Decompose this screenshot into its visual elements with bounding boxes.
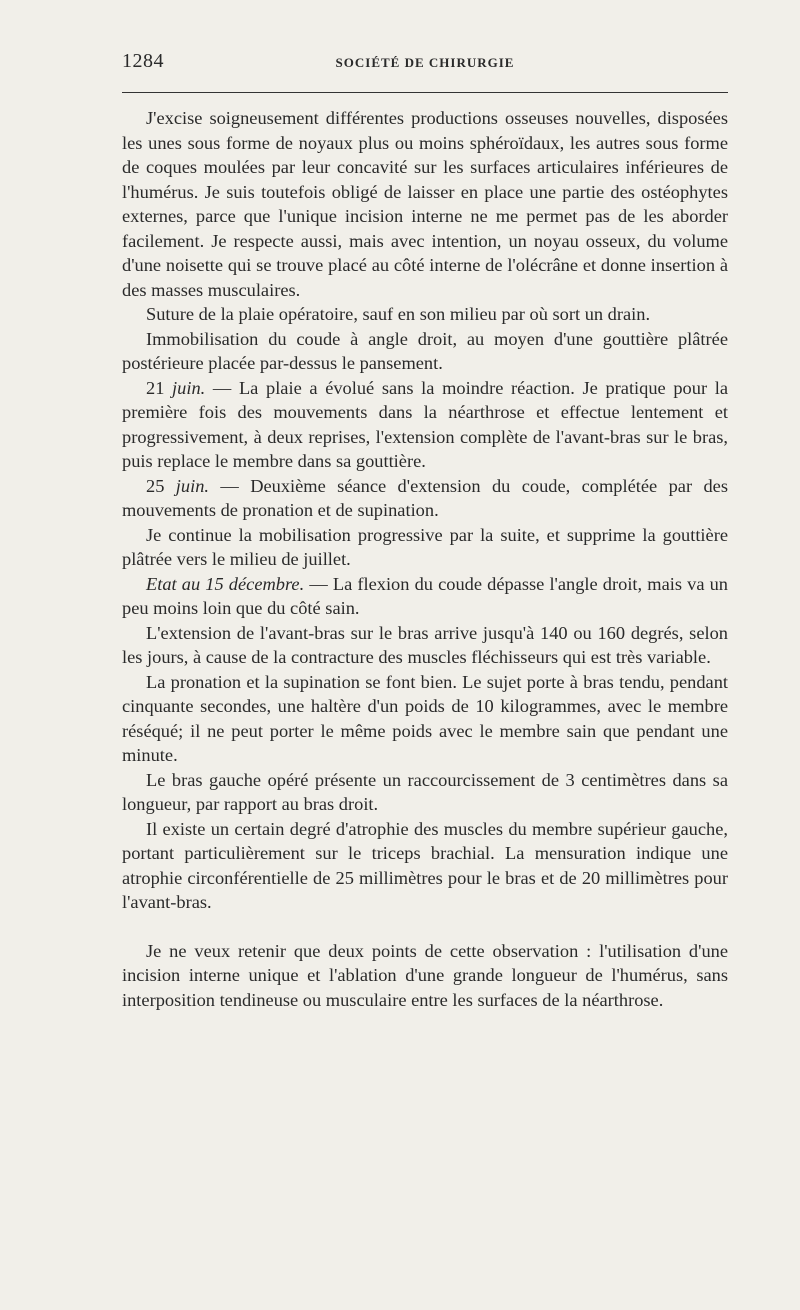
- paragraph: Je continue la mobilisation progressive par la suite, et supprime la gouttière plâtrée vers le milieu de juillet.: [122, 524, 728, 569]
- paragraph: 21 juin. — La plaie a évolué sans la moindre réaction. Je pratique pour la première fois des mouvements dans la néarthrose et effectue lentement et progressivement, à deux reprises, l'extension complète de l'avant-bras sur le bras, puis replace le membre dans sa gouttière.: [122, 377, 728, 471]
- page-number: 1284: [122, 50, 164, 72]
- paragraph: Immobilisation du coude à angle droit, au moyen d'une gouttière plâtrée postérieure placée par-dessus le pansement.: [122, 328, 728, 373]
- paragraph: J'excise soigneusement différentes productions osseuses nouvelles, disposées les unes sous forme de noyaux plus ou moins sphéroïdaux, les autres sous forme de coques moulées par leur concavité sur les surfaces articulaires inférieures de l'humérus. Je suis toutefois obligé de laisser en place une partie des ostéophytes externes, parce que l'unique incision interne ne me permet pas de les aborder facilement. Je respecte aussi, mais avec intention, un noyau osseux, du volume d'une noisette qui se trouve placé au côté interne de l'olécrâne et donne insertion à des masses musculaires.: [122, 108, 728, 300]
- running-head: SOCIÉTÉ DE CHIRURGIE: [335, 55, 515, 70]
- paragraph: L'extension de l'avant-bras sur le bras arrive jusqu'à 140 ou 160 degrés, selon les jours, à cause de la contracture des muscles fléchisseurs qui est très variable.: [122, 622, 728, 667]
- paragraph: Il existe un certain degré d'atrophie des muscles du membre supérieur gauche, portant particulièrement sur le triceps brachial. La mensuration indique une atrophie circonférentielle de 25 millimètres pour le bras et de 20 millimètres pour l'avant-bras.: [122, 818, 728, 912]
- header-rule: [122, 92, 728, 93]
- paragraph: Le bras gauche opéré présente un raccourcissement de 3 centimètres dans sa longueur, par rapport au bras droit.: [122, 769, 728, 814]
- paragraph-conclusion: Je ne veux retenir que deux points de cette observation : l'utilisation d'une incision interne unique et l'ablation d'une grande longueur de l'humérus, sans interposition tendineuse ou musculaire entre les surfaces de la néarthrose.: [122, 940, 728, 1010]
- paragraph: Suture de la plaie opératoire, sauf en son milieu par où sort un drain.: [146, 304, 651, 324]
- paragraph: La pronation et la supination se font bien. Le sujet porte à bras tendu, pendant cinquante secondes, une haltère d'un poids de 10 kilogrammes, avec le membre réséqué; il ne peut porter le même poids avec le membre sain que pendant une minute.: [122, 671, 728, 765]
- body-text: [122, 106, 728, 1012]
- paragraph: Etat au 15 décembre. — La flexion du coude dépasse l'angle droit, mais va un peu moins loin que du côté sain.: [122, 573, 728, 618]
- page-header: [122, 46, 728, 76]
- paragraph: 25 juin. — Deuxième séance d'extension du coude, complétée par des mouvements de pronation et de supination.: [122, 475, 728, 520]
